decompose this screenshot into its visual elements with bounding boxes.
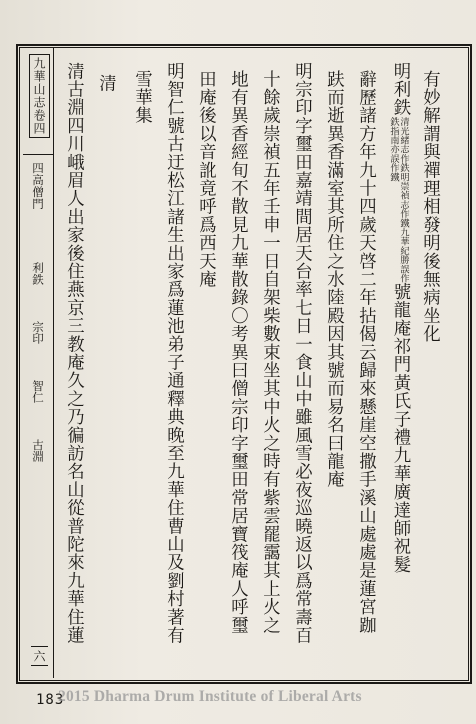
margin-column — [23, 48, 54, 678]
text-column-7: 地有異香經旬不散見九華散錄〇考異曰僧宗印字璽田常居寶筏庵人呼璽 — [227, 70, 248, 635]
page-number: 183 — [36, 692, 65, 708]
text-column-6: 十餘歲崇禎五年壬申一日自架柴數束坐其中火之時有紫雲罷靄其上火之 — [259, 70, 280, 635]
text-column-8: 田庵後以音訛竟呼爲西天庵 — [195, 70, 216, 289]
monk-name: 古淵 — [31, 439, 45, 462]
section-title: 四高僧門 — [31, 162, 45, 210]
monk-name: 宗印 — [31, 321, 45, 344]
dynasty-heading: 清 — [95, 74, 116, 93]
margin-page-number: 六 — [31, 646, 48, 666]
text-column-4: 趺而逝異香滿室其所住之水陸殿因其號而易名曰龍庵 — [323, 70, 344, 489]
monk-names — [30, 262, 46, 484]
watermark: 2015 Dharma Drum Institute of Liberal Arts — [58, 688, 362, 705]
text-column-1: 有妙解謂與禪理相發明後無病坐化 — [419, 70, 440, 343]
entry-heading: 明利鉄 — [390, 62, 410, 117]
text-column-2 — [388, 62, 408, 574]
book-title: 九華山志卷四 — [29, 54, 50, 138]
monk-name: 利鉄 — [31, 262, 45, 285]
text-column-5: 明宗印字璽田嘉靖間居天台率七日一食山中雖風雪必夜巡曉返以爲常壽百 — [291, 62, 312, 645]
text-column-3: 辭歷諸方年九十四歲天啓二年拈偈云歸來懸崖空撒手溪山處處是蓮宮跏 — [355, 70, 376, 635]
margin-divider — [23, 154, 53, 155]
entry-text: 號龍庵祁門黃氏子禮九華廣達師祝髮 — [390, 282, 410, 574]
text-column-10: 雪華集 — [131, 70, 152, 125]
text-column-9: 明智仁號古迂松江諸生出家爲蓮池弟子通釋典晚至九華住曹山及劉村著有 — [163, 62, 184, 645]
monk-name: 智仁 — [31, 380, 45, 403]
annotation-note: 清光緒志作鉄明崇禎志作鐵九華紀勝誤作鉄指南亦誤作鐵 — [388, 116, 409, 283]
text-column-12: 清古淵四川峨眉人出家後住燕京三教庵久之乃徧訪名山從普陀來九華住蓮 — [63, 62, 84, 645]
